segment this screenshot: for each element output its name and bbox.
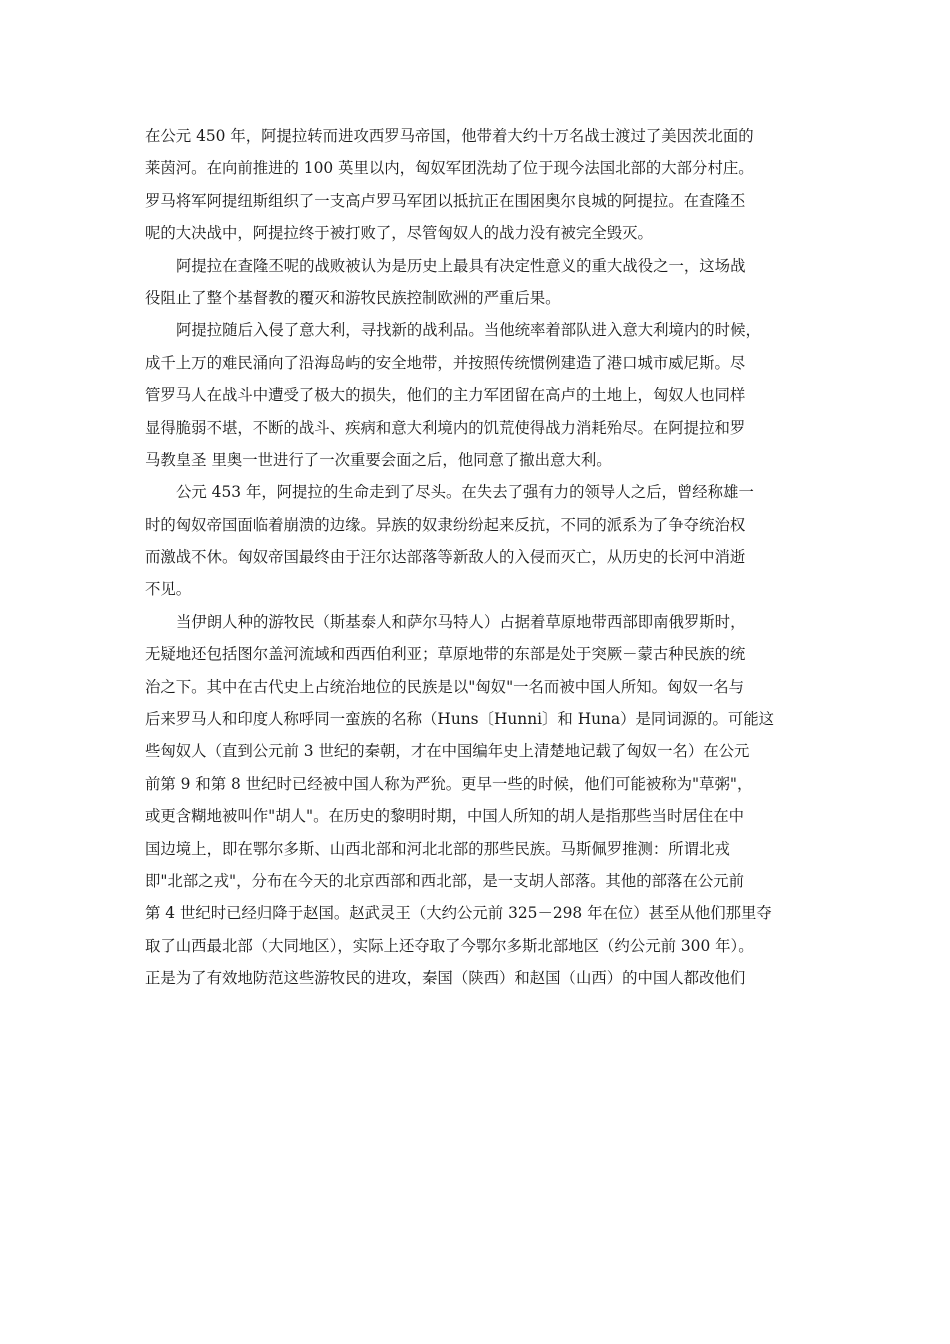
text-line: 国边境上，即在鄂尔多斯、山西北部和河北北部的那些民族。马斯佩罗推测：所谓北戎 <box>145 839 730 858</box>
text-line: 第 4 世纪时已经归降于赵国。赵武灵王（大约公元前 325－298 年在位）甚至从他们那里夺 <box>145 904 772 923</box>
text-line: 而激战不休。匈奴帝国最终由于汪尔达部落等新敌人的入侵而灭亡，从历史的长河中消逝 <box>145 548 746 567</box>
paragraph-attila-death <box>145 476 820 606</box>
text-line: 或更含糊地被叫作"胡人"。在历史的黎明时期，中国人所知的胡人是指那些当时居住在中 <box>145 807 745 826</box>
text-line: 当伊朗人种的游牧民（斯基泰人和萨尔马特人）占据着草原地带西部即南俄罗斯时， <box>176 612 746 631</box>
paragraph-italy-invasion <box>145 314 820 476</box>
text-line: 前第 9 和第 8 世纪时已经被中国人称为严狁。更早一些的时候，他们可能被称为"草粥"， <box>145 774 753 793</box>
text-line: 治之下。其中在古代史上占统治地位的民族是以"匈奴"一名而被中国人所知。匈奴一名与 <box>145 677 745 696</box>
text-line: 无疑地还包括图尔盖河流域和西西伯利亚；草原地带的东部是处于突厥－蒙古种民族的统 <box>145 645 746 664</box>
text-line: 时的匈奴帝国面临着崩溃的边缘。异族的奴隶纷纷起来反抗，不同的派系为了争夺统治权 <box>145 515 746 534</box>
text-line: 正是为了有效地防范这些游牧民的进攻，秦国（陕西）和赵国（山西）的中国人都改他们 <box>145 969 746 988</box>
text-body <box>145 120 820 995</box>
text-line: 莱茵河。在向前推进的 100 英里以内，匈奴军团洗劫了位于现今法国北部的大部分村庄。 <box>145 159 754 178</box>
text-line: 后来罗马人和印度人称呼同一蛮族的名称（Huns〔Hunni〕和 Huna）是同词源的。可能这 <box>145 710 775 729</box>
text-line: 不见。 <box>145 580 192 599</box>
text-line: 阿提拉随后入侵了意大利，寻找新的战利品。当他统率着部队进入意大利境内的时候， <box>176 321 761 340</box>
paragraph-xiongnu-origins <box>145 606 820 995</box>
paragraph-attila-west-rome <box>145 120 820 250</box>
text-line: 罗马将军阿提纽斯组织了一支高卢罗马军团以抵抗正在围困奥尔良城的阿提拉。在查隆丕 <box>145 191 746 210</box>
text-line: 显得脆弱不堪，不断的战斗、疾病和意大利境内的饥荒使得战力消耗殆尽。在阿提拉和罗 <box>145 418 746 437</box>
text-line: 公元 453 年，阿提拉的生命走到了尽头。在失去了强有力的领导人之后，曾经称雄一 <box>176 483 754 502</box>
text-line: 呢的大决战中，阿提拉终于被打败了，尽管匈奴人的战力没有被完全毁灭。 <box>145 224 653 243</box>
text-line: 阿提拉在查隆丕呢的战败被认为是历史上最具有决定性意义的重大战役之一，这场战 <box>176 256 746 275</box>
text-line: 取了山西最北部（大同地区），实际上还夺取了今鄂尔多斯北部地区（约公元前 300 年）。 <box>145 936 754 955</box>
text-line: 成千上万的难民涌向了沿海岛屿的安全地带，并按照传统惯例建造了港口城市威尼斯。尽 <box>145 353 746 372</box>
text-line: 役阻止了整个基督教的覆灭和游牧民族控制欧洲的严重后果。 <box>145 288 561 307</box>
text-line: 马教皇圣 里奥一世进行了一次重要会面之后，他同意了撤出意大利。 <box>145 450 612 469</box>
text-line: 管罗马人在战斗中遭受了极大的损失，他们的主力军团留在高卢的土地上，匈奴人也同样 <box>145 386 746 405</box>
text-line: 在公元 450 年，阿提拉转而进攻西罗马帝国，他带着大约十万名战士渡过了美因茨北面的 <box>145 127 754 145</box>
text-line: 些匈奴人（直到公元前 3 世纪的秦朝，才在中国编年史上清楚地记载了匈奴一名）在公元 <box>145 742 750 761</box>
paragraph-chalons-defeat <box>145 250 820 315</box>
text-line: 即"北部之戎"，分布在今天的北京西部和西北部，是一支胡人部落。其他的部落在公元前 <box>145 871 745 890</box>
